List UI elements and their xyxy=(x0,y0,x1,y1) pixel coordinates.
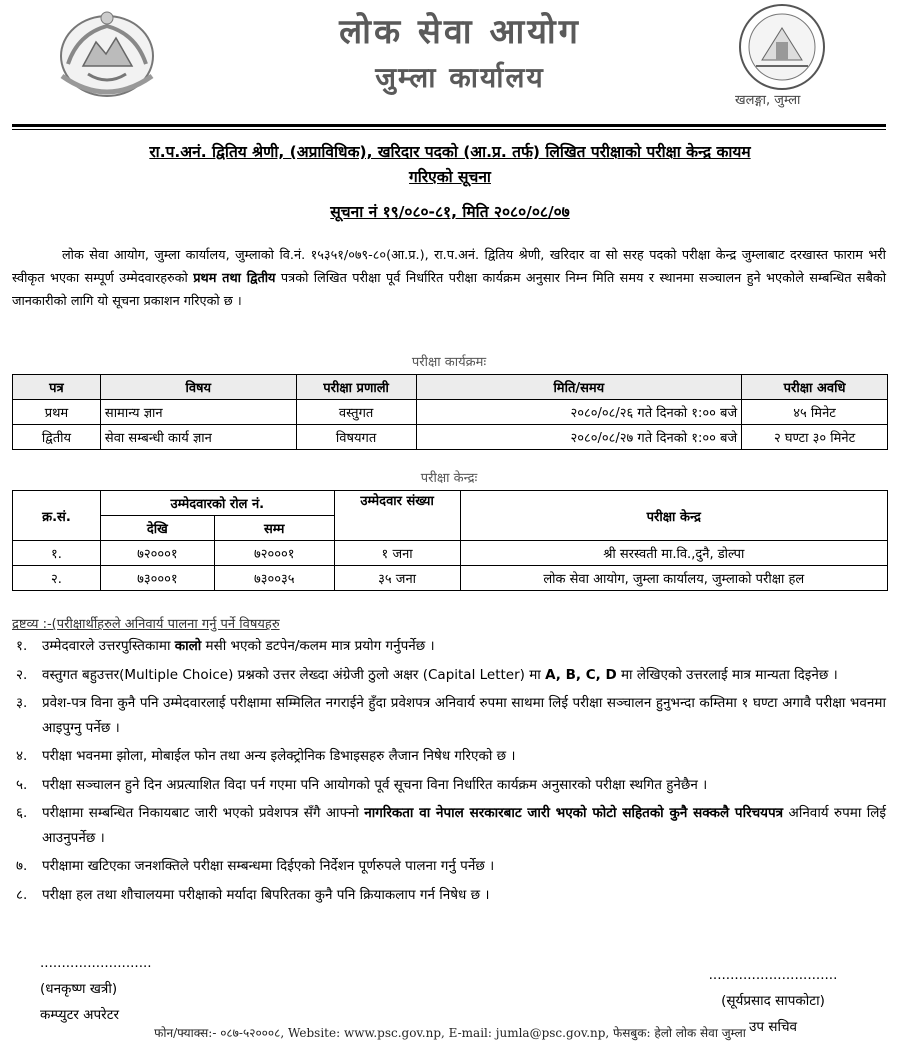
intro-text: पत्रको लिखित परीक्षा पूर्व निर्धारित परीक्षा कार्यक्रम अनुसार निम्न मिति समय र स्थानमा सञ्चालन हुने भएकोले सम्बन्धित सबैको जानकारीको लागि यो सूचना प्रकाशन गरिएको छ । xyxy=(12,271,887,309)
table-cell: २ घण्टा ३० मिनेट xyxy=(742,425,888,450)
list-text: प्रवेश-पत्र विना कुनै पनि उम्मेदवारलाई परीक्षामा सम्मिलित नगराईने हुँदा प्रवेशपत्र अनिवार्य रुपमा साथमा लिई परीक्षा सञ्चालन हुनुभन्दा कम्तिमा १ घण्टा अगावै परीक्षा भवनमा आइपुग्नु पर्नेछ । xyxy=(42,695,886,736)
list-text: परीक्षा हल तथा शौचालयमा परीक्षाको मर्यादा बिपरितका कुनै पनि क्रियाकलाप गर्न निषेध छ । xyxy=(42,886,490,903)
intro-paragraph xyxy=(12,244,886,313)
list-text: परीक्षामा सम्बन्धित निकायबाट जारी भएको प्रवेशपत्र सँगै आफ्नो xyxy=(42,805,365,821)
table-cell: ७२०००१ xyxy=(214,541,334,566)
centre-caption: परीक्षा केन्द्रः xyxy=(420,471,478,486)
table-row xyxy=(13,541,888,566)
table-cell: सेवा सम्बन्धी कार्य ज्ञान xyxy=(100,425,296,450)
list-bold: नागरिकता वा नेपाल सरकारबाट जारी भएको फोटो सहितको कुनै सक्कलै परिचयपत्र xyxy=(364,805,784,821)
table-row xyxy=(13,425,888,450)
table-cell: १. xyxy=(13,541,101,566)
list-number: ६. xyxy=(16,805,28,821)
table-header: सम्म xyxy=(214,516,334,541)
table-cell: विषयगत xyxy=(296,425,416,450)
table-cell: १ जना xyxy=(334,541,460,566)
table-cell: ७२०००१ xyxy=(100,541,214,566)
table-header: उम्मेदवारको रोल नं. xyxy=(100,491,334,516)
table-cell: ७३०००१ xyxy=(100,566,214,591)
schedule-caption: परीक्षा कार्यक्रमः xyxy=(411,355,487,370)
table-cell: २. xyxy=(13,566,101,591)
list-number: ३. xyxy=(16,695,28,711)
list-item xyxy=(12,634,886,659)
psc-emblem-icon xyxy=(728,2,836,92)
table-header: उम्मेदवार संख्या xyxy=(334,491,460,541)
table-header: विषय xyxy=(100,375,296,400)
intro-text: दरखास्त फाराम भरी स्वीकृत भएका सम्पूर्ण उम्मेदवारहरुको xyxy=(12,248,886,286)
list-bold: A, B, C, D xyxy=(545,666,617,683)
header-divider xyxy=(12,124,886,127)
table-cell: सामान्य ज्ञान xyxy=(100,400,296,425)
table-cell: वस्तुगत xyxy=(296,400,416,425)
table-cell: द्वितीय xyxy=(13,425,101,450)
list-number: ५. xyxy=(16,776,28,793)
header-divider-thin xyxy=(12,129,886,130)
table-row xyxy=(13,566,888,591)
intro-bold: प्रथम तथा द्वितीय xyxy=(193,271,276,286)
list-item xyxy=(12,883,886,908)
list-bold: कालो xyxy=(174,638,202,654)
table-cell: २०८०/०८/२७ गते दिनको १:०० बजे xyxy=(416,425,742,450)
list-text: अनिवार्य रुपमा लिई आउनुपर्नेछ । xyxy=(42,805,886,846)
office-location: खलङ्गा, जुम्ला xyxy=(735,93,801,108)
signature-left xyxy=(40,950,240,1028)
table-cell: ७३००३५ xyxy=(214,566,334,591)
list-item xyxy=(12,744,886,769)
list-item xyxy=(12,691,886,740)
footer-contact: फोन/फ्याक्स:- ०८७-५२०००८, Website: www.psc.gov.np, E-mail: jumla@psc.gov.np, फेसबुक: हेलो लोक सेवा जुम्ला xyxy=(154,1026,746,1040)
list-text: परीक्षा सञ्चालन हुने दिन अप्रत्याशित विदा पर्न गएमा पनि आयोगको पूर्व सूचना विना निर्धारित कार्यक्रम अनुसारको परीक्षा स्थगित हुनेछैन । xyxy=(42,776,708,793)
table-header: मिति/समय xyxy=(416,375,742,400)
exam-schedule-table xyxy=(12,374,888,450)
signatory-name: (सूर्यप्रसाद सापकोटा) xyxy=(721,993,825,1009)
table-cell: ३५ जना xyxy=(334,566,460,591)
signature-dots: .......................... xyxy=(40,955,152,971)
list-item xyxy=(12,773,886,798)
intro-text: परीक्षा केन्द्र जुम्लाबाट xyxy=(681,248,785,263)
table-header: परीक्षा केन्द्र xyxy=(460,491,887,541)
list-number: ८. xyxy=(16,886,28,903)
nepal-emblem-icon xyxy=(48,4,166,104)
signatory-title: उप सचिव xyxy=(748,1019,798,1035)
list-text: मा लेखिएको उत्तरलाई मात्र मान्यता दिइनेछ । xyxy=(616,666,838,683)
table-header: देखि xyxy=(100,516,214,541)
office-subtitle: जुम्ला कार्यालय xyxy=(375,61,545,94)
table-cell: लोक सेवा आयोग, जुम्ला कार्यालय, जुम्लाको परीक्षा हल xyxy=(460,566,887,591)
table-header: क्र.सं. xyxy=(13,491,101,541)
office-title: लोक सेवा आयोग xyxy=(339,12,581,52)
list-text: वस्तुगत बहुउत्तर(Multiple Choice) प्रश्नको उत्तर लेख्दा अंग्रेजी ठुलो अक्षर (Capital Letter) मा xyxy=(42,666,546,683)
list-item xyxy=(12,854,886,879)
table-cell: २०८०/०८/२६ गते दिनको १:०० बजे xyxy=(416,400,742,425)
signatory-name: (धनकृष्ण खत्री) xyxy=(40,981,118,997)
list-item xyxy=(12,663,886,688)
list-text: उम्मेदवारले उत्तरपुस्तिकामा xyxy=(42,638,175,654)
table-header: पत्र xyxy=(13,375,101,400)
list-number: ७. xyxy=(16,858,28,874)
table-header: परीक्षा प्रणाली xyxy=(296,375,416,400)
exam-centre-table xyxy=(12,490,888,591)
table-row xyxy=(13,400,888,425)
list-number: ४. xyxy=(16,748,28,764)
list-text: परीक्षा भवनमा झोला, मोबाईल फोन तथा अन्य इलेक्ट्रोनिक डिभाइसहरु लैजान निषेध गरिएको छ । xyxy=(42,748,516,764)
table-cell: श्री सरस्वती मा.वि.,दुनै, डोल्पा xyxy=(460,541,887,566)
signature-dots: .............................. xyxy=(708,967,838,983)
list-text: मसी भएको डटपेन/कलम मात्र प्रयोग गर्नुपर्नेछ । xyxy=(201,638,435,654)
notice-title-line2: गरिएको सूचना xyxy=(409,168,491,186)
table-cell: प्रथम xyxy=(13,400,101,425)
intro-text: लोक सेवा आयोग, जुम्ला कार्यालय, जुम्लाको वि.नं. १५३५१/०७९-८०(आ.प्र.), रा.प.अनं. द्वितिय श्रेणी, खरिदार वा सो सरह पदको xyxy=(62,248,682,263)
list-number: २. xyxy=(16,666,28,683)
table-cell: ४५ मिनेट xyxy=(742,400,888,425)
list-item xyxy=(12,801,886,850)
notice-title xyxy=(20,140,880,190)
notice-title-line1: रा.प.अनं. द्वितिय श्रेणी, (अप्राविधिक), खरिदार पदको (आ.प्र. तर्फ) लिखित परीक्षाको परीक्षा केन्द्र कायम xyxy=(149,143,751,161)
list-text: परीक्षामा खटिएका जनशक्तिले परीक्षा सम्बन्धमा दिईएको निर्देशन पूर्णरुपले पालना गर्नु पर्नेछ । xyxy=(42,858,495,874)
table-header: परीक्षा अवधि xyxy=(742,375,888,400)
notes-list xyxy=(12,634,886,911)
list-number: १. xyxy=(16,638,28,654)
notice-number: सूचना नं १९/०८०-८१, मिति २०८०/०८/०७ xyxy=(330,203,570,221)
notes-heading: द्रष्टव्य :-(परीक्षार्थीहरुले अनिवार्य पालना गर्नु पर्ने विषयहरु xyxy=(12,617,280,632)
signatory-title: कम्प्युटर अपरेटर xyxy=(40,1007,120,1023)
